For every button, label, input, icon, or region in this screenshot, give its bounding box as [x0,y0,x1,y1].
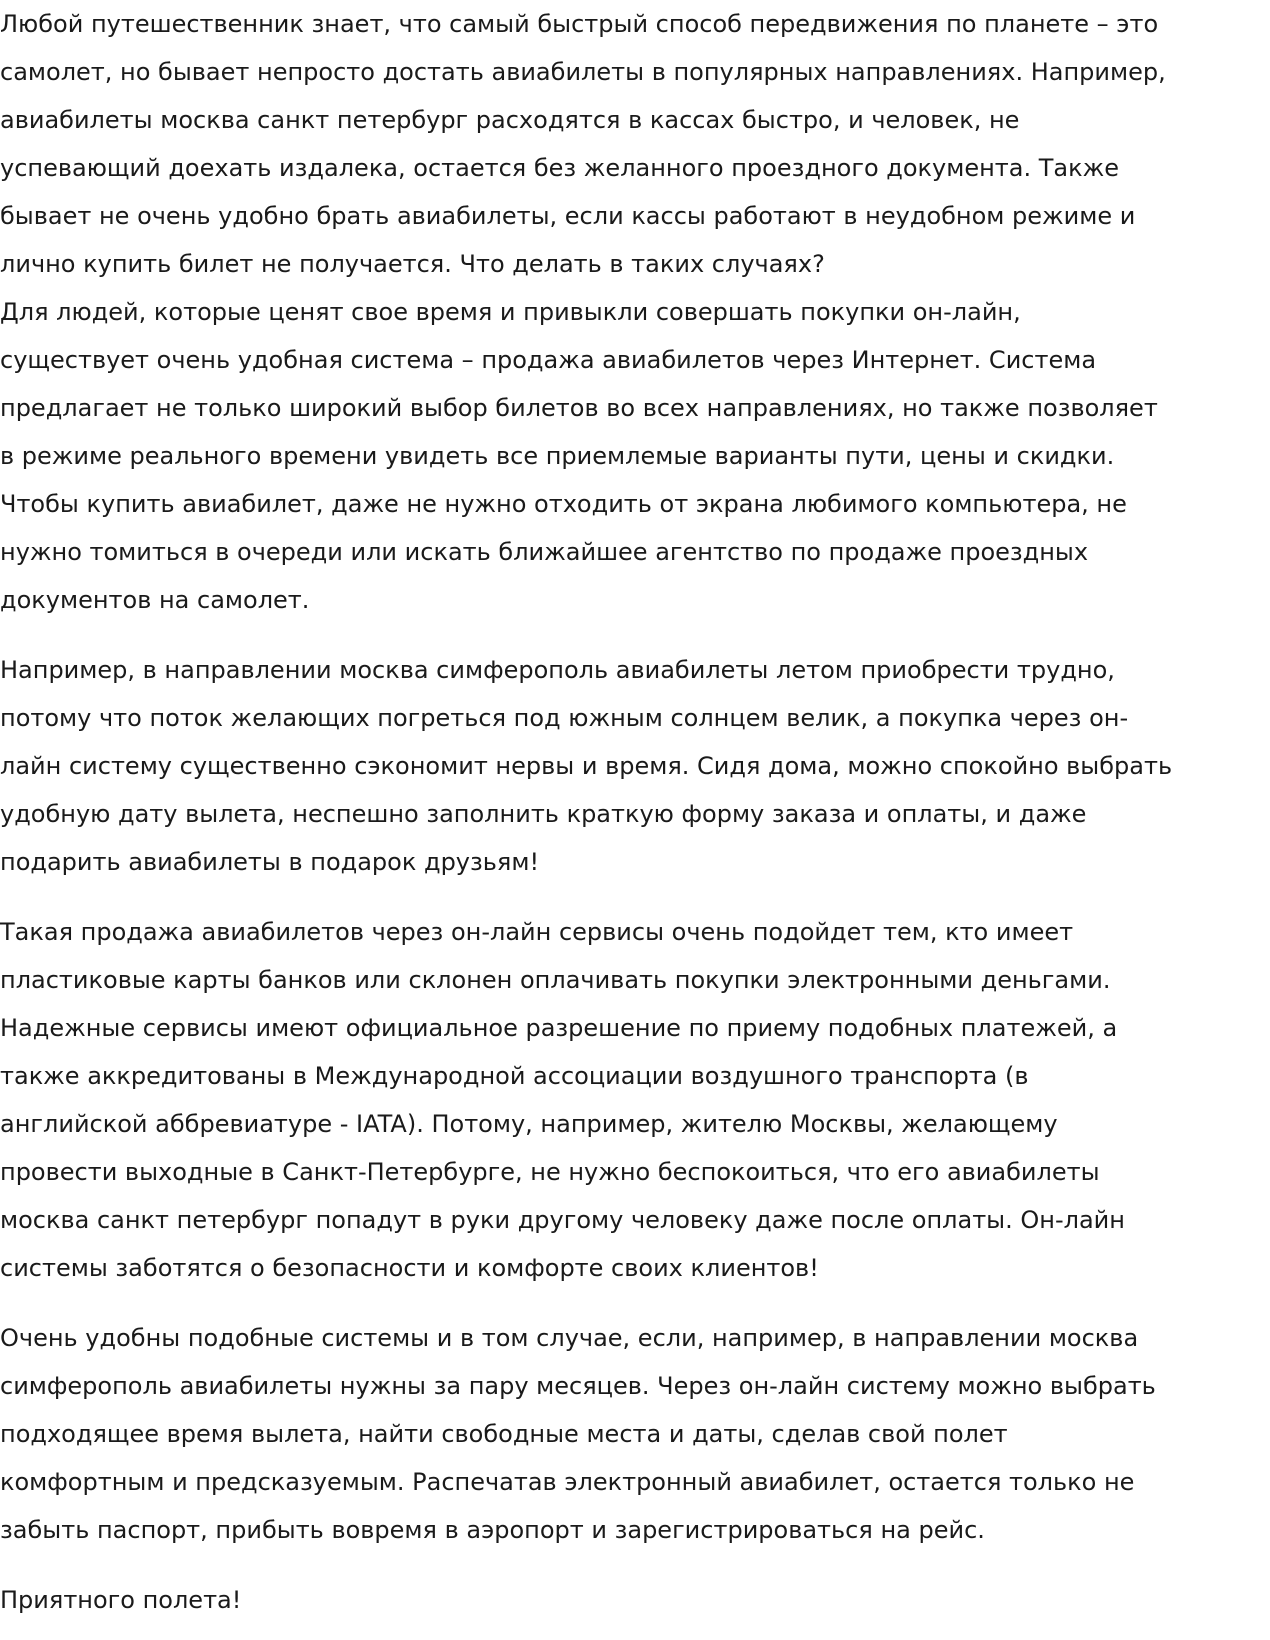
text-line: бывает не очень удобно брать авиабилеты, если кассы работают в неудобном режиме и [0,202,1136,230]
text-line: Такая продажа авиабилетов через он-лайн сервисы очень подойдет тем, кто имеет [0,918,1074,946]
text-line: существует очень удобная система – продажа авиабилетов через Интернет. Система [0,346,1097,374]
text-line: москва санкт петербург попадут в руки другому человеку даже после оплаты. Он-лайн [0,1206,1125,1234]
text-line: комфортным и предсказуемым. Распечатав электронный авиабилет, остается только не [0,1468,1135,1496]
text-line: подходящее время вылета, найти свободные места и даты, сделав свой полет [0,1420,1008,1448]
paragraph-convenience [0,1314,1270,1554]
paragraph-online-services [0,908,1270,1292]
text-line: потому что поток желающих погреться под южным солнцем велик, а покупка через он- [0,704,1129,732]
text-line: в режиме реального времени увидеть все приемлемые варианты пути, цены и скидки. [0,442,1115,470]
text-line: Для людей, которые ценят свое время и привыкли совершать покупки он-лайн, [0,298,1021,326]
text-line: провести выходные в Санкт-Петербурге, не нужно беспокоиться, что его авиабилеты [0,1158,1100,1186]
text-line: лично купить билет не получается. Что делать в таких случаях? [0,250,825,278]
text-line: системы заботятся о безопасности и комфорте своих клиентов! [0,1254,819,1282]
text-line: Надежные сервисы имеют официальное разрешение по приему подобных платежей, а [0,1014,1118,1042]
text-line: лайн систему существенно сэкономит нервы и время. Сидя дома, можно спокойно выбрать [0,752,1173,780]
text-line: авиабилеты москва санкт петербург расходятся в кассах быстро, и человек, не [0,106,1020,134]
text-line: также аккредитованы в Международной ассоциации воздушного транспорта (в [0,1062,1029,1090]
text-line: симферополь авиабилеты нужны за пару месяцев. Через он-лайн систему можно выбрать [0,1372,1156,1400]
paragraph-closing [0,1576,1270,1624]
text-line: пластиковые карты банков или склонен оплачивать покупки электронными деньгами. [0,966,1111,994]
text-line: английской аббревиатуре - IATA). Потому, например, жителю Москвы, желающему [0,1110,1058,1138]
text-line: Любой путешественник знает, что самый быстрый способ передвижения по планете – это [0,10,1159,38]
text-line: документов на самолет. [0,586,310,614]
paragraph-intro [0,0,1270,624]
text-line: успевающий доехать издалека, остается без желанного проездного документа. Также [0,154,1119,182]
text-line: подарить авиабилеты в подарок друзьям! [0,848,540,876]
text-line: самолет, но бывает непросто достать авиабилеты в популярных направлениях. Например, [0,58,1166,86]
text-line: Например, в направлении москва симферополь авиабилеты летом приобрести трудно, [0,656,1115,684]
text-line: нужно томиться в очереди или искать ближайшее агентство по продаже проездных [0,538,1089,566]
text-line: удобную дату вылета, неспешно заполнить краткую форму заказа и оплаты, и даже [0,800,1087,828]
text-line: предлагает не только широкий выбор билетов во всех направлениях, но также позволяет [0,394,1158,422]
paragraph-simferopol [0,646,1270,886]
text-line: забыть паспорт, прибыть вовремя в аэропорт и зарегистрироваться на рейс. [0,1516,985,1544]
text-line: Чтобы купить авиабилет, даже не нужно отходить от экрана любимого компьютера, не [0,490,1127,518]
text-line: Очень удобны подобные системы и в том случае, если, например, в направлении москва [0,1324,1139,1352]
text-line: Приятного полета! [0,1586,242,1614]
